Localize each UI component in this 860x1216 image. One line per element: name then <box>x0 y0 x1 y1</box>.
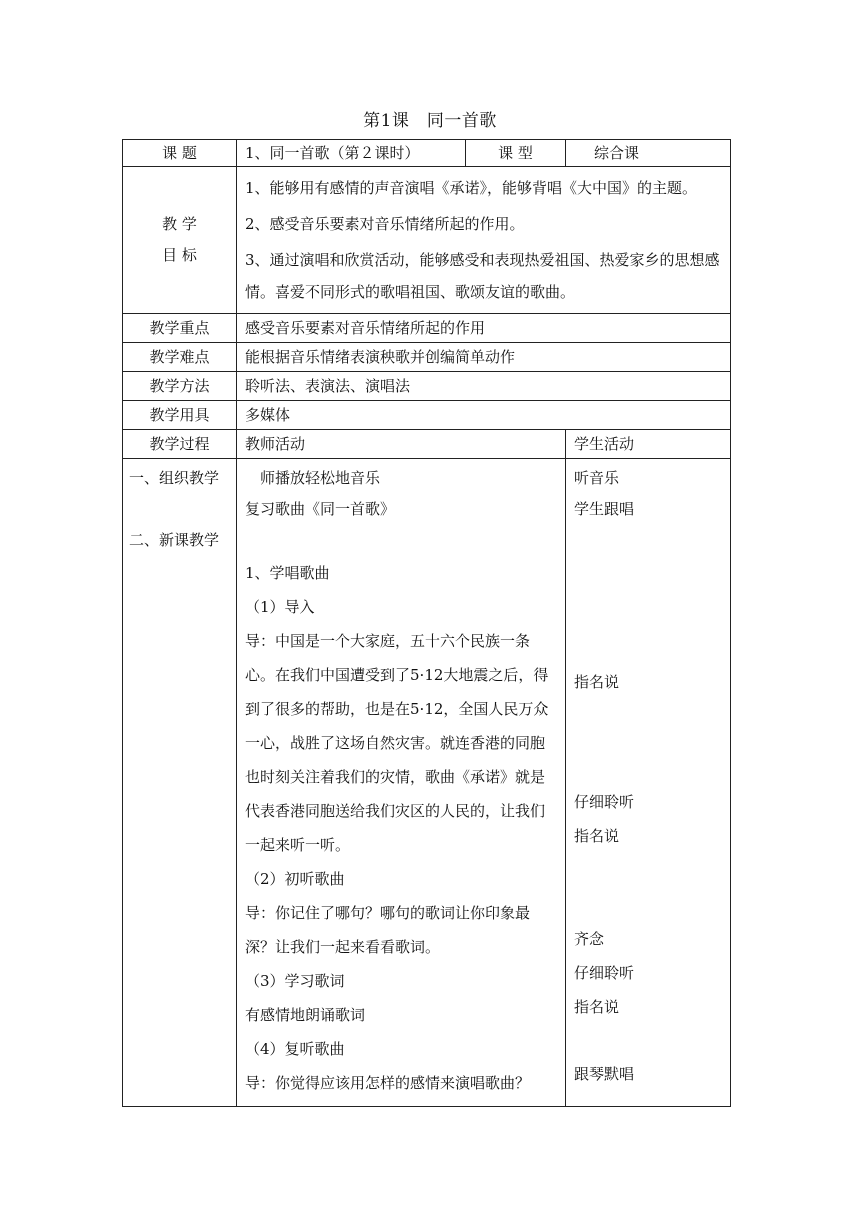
goal-item: 1、能够用有感情的声音演唱《承诺》，能够背唱《大中国》的主题。 <box>245 179 698 197</box>
student-line: 指名说 <box>574 673 620 691</box>
method-value: 聆听法、表演法、演唱法 <box>237 372 731 401</box>
teacher-line: （3）学习歌词 <box>245 972 345 990</box>
process-col3-header: 学生活动 <box>566 430 731 459</box>
type-value: 综合课 <box>566 140 731 167</box>
student-line: 听音乐 <box>574 469 620 487</box>
teacher-paragraph: 导：中国是一个大家庭，五十六个民族一条心。在我们中国遭受到了5·12大地震之后，得到了很多的帮助，也是在5·12，全国人民万众一心，战胜了这场自然灾害。就连香港的同胞也时刻关注着我们的灾情，歌曲《承诺》就是代表香港同胞送给我们灾区的人民的，让我们一起来听一听。 <box>245 632 549 854</box>
teacher-line: 有感情地朗诵歌词 <box>245 1006 366 1024</box>
goals-content <box>237 167 731 314</box>
key-point-row <box>123 314 731 343</box>
header-row <box>123 140 731 167</box>
goals-row <box>123 167 731 314</box>
stage-item: 一、组织教学 <box>129 469 220 487</box>
student-line: 仔细聆听 <box>574 793 635 811</box>
process-header-row <box>123 430 731 459</box>
goal-item: 2、感受音乐要素对音乐情绪所起的作用。 <box>245 215 525 233</box>
key-point-label: 教学重点 <box>123 314 237 343</box>
student-line: 齐念 <box>574 930 605 948</box>
method-label: 教学方法 <box>123 372 237 401</box>
goals-label <box>123 167 237 314</box>
goals-label-line2: 目 标 <box>162 246 197 264</box>
process-col2-header: 教师活动 <box>237 430 566 459</box>
student-line: 学生跟唱 <box>574 500 635 518</box>
teacher-line: （4）复听歌曲 <box>245 1040 345 1058</box>
process-col1-header: 教学过程 <box>123 430 237 459</box>
process-body-row <box>123 459 731 1107</box>
teacher-line: （1）导入 <box>245 598 315 616</box>
teacher-line: 师播放轻松地音乐 <box>245 469 381 487</box>
page-title: 第1课 同一首歌 <box>363 111 497 131</box>
teacher-paragraph: 导：你觉得应该用怎样的感情来演唱歌曲？ <box>245 1074 531 1092</box>
student-line: 指名说 <box>574 998 620 1016</box>
difficulty-row <box>123 343 731 372</box>
student-activity-column <box>566 459 731 1107</box>
difficulty-label: 教学难点 <box>123 343 237 372</box>
teacher-paragraph: 导：你记住了哪句？哪句的歌词让你印象最深？让我们一起来看看歌词。 <box>245 904 531 956</box>
method-row <box>123 372 731 401</box>
stage-column <box>123 459 237 1107</box>
topic-label: 课 题 <box>123 140 237 167</box>
teacher-activity-column <box>237 459 566 1107</box>
tools-value: 多媒体 <box>237 401 731 430</box>
goal-item: 3、通过演唱和欣赏活动，能够感受和表现热爱祖国、热爱家乡的思想感情。喜爱不同形式的歌唱祖国、歌颂友谊的歌曲。 <box>245 251 720 301</box>
type-label: 课 型 <box>466 140 566 167</box>
teacher-line: （2）初听歌曲 <box>245 870 345 888</box>
student-line: 仔细聆听 <box>574 964 635 982</box>
student-line: 跟琴默唱 <box>574 1065 635 1083</box>
student-line: 指名说 <box>574 827 620 845</box>
stage-item: 二、新课教学 <box>129 531 220 549</box>
difficulty-value: 能根据音乐情绪表演秧歌并创编简单动作 <box>237 343 731 372</box>
tools-label: 教学用具 <box>123 401 237 430</box>
lesson-plan-table <box>122 139 731 1107</box>
teacher-line: 1、学唱歌曲 <box>245 564 330 582</box>
topic-value: 1、同一首歌（第２课时） <box>237 140 466 167</box>
goals-label-line1: 教 学 <box>162 215 197 233</box>
teacher-line: 复习歌曲《同一首歌》 <box>245 500 396 518</box>
tools-row <box>123 401 731 430</box>
key-point-value: 感受音乐要素对音乐情绪所起的作用 <box>237 314 731 343</box>
